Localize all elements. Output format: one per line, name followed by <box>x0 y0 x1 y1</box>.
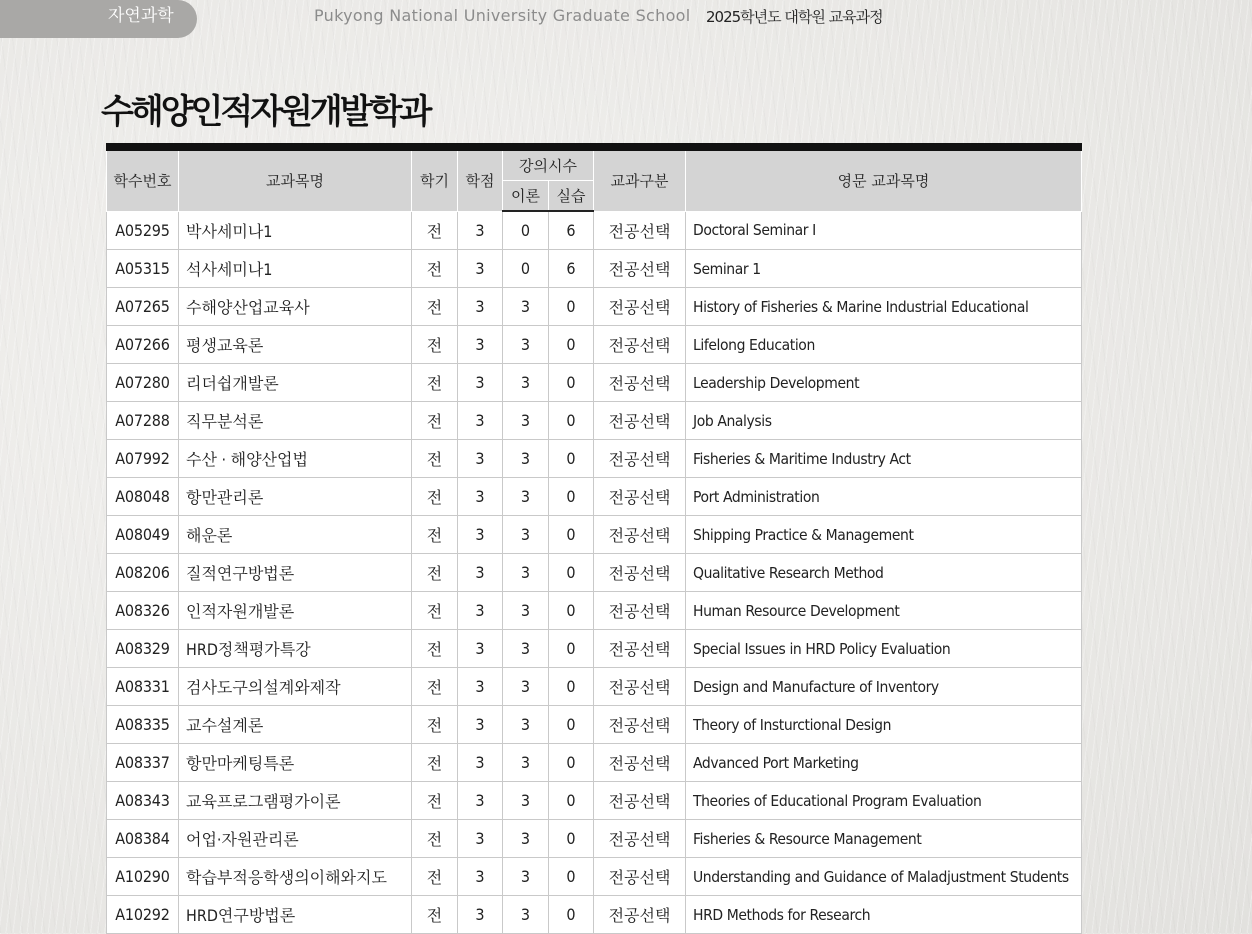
cell-category: 전공선택 <box>594 478 686 516</box>
cell-course-name: 석사세미나1 <box>179 250 412 288</box>
cell-english-name: Fisheries & Resource Management <box>686 820 1082 858</box>
cell-category: 전공선택 <box>594 820 686 858</box>
table-row <box>107 364 1082 402</box>
cell-semester: 전 <box>412 211 458 250</box>
cell-course-name: 수해양산업교육사 <box>179 288 412 326</box>
cell-code: A05295 <box>107 211 179 250</box>
cell-category: 전공선택 <box>594 858 686 896</box>
table-header <box>107 147 1082 211</box>
table-row <box>107 858 1082 896</box>
cell-code: A08206 <box>107 554 179 592</box>
cell-semester: 전 <box>412 326 458 364</box>
cell-credit: 3 <box>458 478 503 516</box>
curriculum-title: 2025학년도 대학원 교육과정 <box>706 8 883 26</box>
cell-semester: 전 <box>412 668 458 706</box>
cell-course-name: 평생교육론 <box>179 326 412 364</box>
cell-category: 전공선택 <box>594 554 686 592</box>
cell-practice-hours: 0 <box>549 592 594 630</box>
cell-course-name: 어업·자원관리론 <box>179 820 412 858</box>
cell-theory-hours: 3 <box>503 706 549 744</box>
cell-credit: 3 <box>458 896 503 934</box>
cell-english-name: Leadership Development <box>686 364 1082 402</box>
cell-english-name: Fisheries & Maritime Industry Act <box>686 440 1082 478</box>
cell-theory-hours: 3 <box>503 744 549 782</box>
cell-english-name: Qualitative Research Method <box>686 554 1082 592</box>
cell-semester: 전 <box>412 402 458 440</box>
cell-practice-hours: 0 <box>549 706 594 744</box>
header-code: 학수번호 <box>107 147 179 211</box>
cell-credit: 3 <box>458 326 503 364</box>
header-semester: 학기 <box>412 147 458 211</box>
cell-code: A07992 <box>107 440 179 478</box>
school-name: Pukyong National University Graduate School <box>314 6 691 25</box>
cell-code: A07265 <box>107 288 179 326</box>
table-row <box>107 326 1082 364</box>
section-tab-label: 자연과학 <box>108 6 174 26</box>
cell-english-name: Theory of Insturctional Design <box>686 706 1082 744</box>
cell-practice-hours: 0 <box>549 326 594 364</box>
cell-theory-hours: 3 <box>503 288 549 326</box>
table-row <box>107 402 1082 440</box>
header-practice: 실습 <box>549 181 594 212</box>
cell-semester: 전 <box>412 364 458 402</box>
cell-english-name: Theories of Educational Program Evaluation <box>686 782 1082 820</box>
department-title: 수해양인적자원개발학과 <box>101 92 430 132</box>
cell-practice-hours: 0 <box>549 364 594 402</box>
table-row <box>107 592 1082 630</box>
cell-course-name: 직무분석론 <box>179 402 412 440</box>
cell-english-name: Seminar 1 <box>686 250 1082 288</box>
cell-category: 전공선택 <box>594 250 686 288</box>
header-english-name: 영문 교과목명 <box>686 147 1082 211</box>
cell-credit: 3 <box>458 211 503 250</box>
cell-category: 전공선택 <box>594 326 686 364</box>
cell-code: A08331 <box>107 668 179 706</box>
cell-theory-hours: 3 <box>503 782 549 820</box>
cell-course-name: 해운론 <box>179 516 412 554</box>
cell-code: A10290 <box>107 858 179 896</box>
cell-category: 전공선택 <box>594 706 686 744</box>
cell-theory-hours: 0 <box>503 211 549 250</box>
table-row <box>107 706 1082 744</box>
cell-credit: 3 <box>458 630 503 668</box>
cell-practice-hours: 0 <box>549 782 594 820</box>
cell-english-name: Design and Manufacture of Inventory <box>686 668 1082 706</box>
cell-credit: 3 <box>458 516 503 554</box>
cell-code: A10292 <box>107 896 179 934</box>
cell-course-name: 항만마케팅특론 <box>179 744 412 782</box>
cell-code: A08343 <box>107 782 179 820</box>
cell-credit: 3 <box>458 820 503 858</box>
cell-practice-hours: 0 <box>549 440 594 478</box>
table-row <box>107 516 1082 554</box>
table-row <box>107 630 1082 668</box>
cell-english-name: Shipping Practice & Management <box>686 516 1082 554</box>
cell-credit: 3 <box>458 592 503 630</box>
cell-theory-hours: 3 <box>503 478 549 516</box>
cell-credit: 3 <box>458 440 503 478</box>
cell-category: 전공선택 <box>594 211 686 250</box>
cell-semester: 전 <box>412 744 458 782</box>
header-credit: 학점 <box>458 147 503 211</box>
cell-category: 전공선택 <box>594 516 686 554</box>
cell-practice-hours: 0 <box>549 630 594 668</box>
cell-english-name: Port Administration <box>686 478 1082 516</box>
table-row <box>107 744 1082 782</box>
cell-course-name: HRD연구방법론 <box>179 896 412 934</box>
cell-practice-hours: 0 <box>549 554 594 592</box>
cell-theory-hours: 3 <box>503 820 549 858</box>
cell-code: A07288 <box>107 402 179 440</box>
cell-category: 전공선택 <box>594 592 686 630</box>
cell-theory-hours: 3 <box>503 630 549 668</box>
cell-practice-hours: 0 <box>549 288 594 326</box>
cell-practice-hours: 0 <box>549 820 594 858</box>
cell-practice-hours: 0 <box>549 478 594 516</box>
cell-english-name: Advanced Port Marketing <box>686 744 1082 782</box>
curriculum-table <box>106 143 1082 934</box>
cell-code: A08384 <box>107 820 179 858</box>
table-row <box>107 554 1082 592</box>
cell-semester: 전 <box>412 440 458 478</box>
cell-practice-hours: 0 <box>549 858 594 896</box>
cell-credit: 3 <box>458 744 503 782</box>
cell-english-name: Lifelong Education <box>686 326 1082 364</box>
table-row <box>107 440 1082 478</box>
table-row <box>107 211 1082 250</box>
cell-credit: 3 <box>458 668 503 706</box>
cell-code: A08337 <box>107 744 179 782</box>
cell-code: A07266 <box>107 326 179 364</box>
cell-semester: 전 <box>412 820 458 858</box>
cell-practice-hours: 6 <box>549 211 594 250</box>
cell-theory-hours: 3 <box>503 896 549 934</box>
table-row <box>107 820 1082 858</box>
cell-practice-hours: 6 <box>549 250 594 288</box>
section-tab <box>0 0 197 38</box>
cell-semester: 전 <box>412 896 458 934</box>
cell-english-name: Special Issues in HRD Policy Evaluation <box>686 630 1082 668</box>
cell-practice-hours: 0 <box>549 402 594 440</box>
cell-course-name: 인적자원개발론 <box>179 592 412 630</box>
header-theory: 이론 <box>503 181 549 212</box>
cell-credit: 3 <box>458 858 503 896</box>
cell-english-name: Human Resource Development <box>686 592 1082 630</box>
cell-course-name: 질적연구방법론 <box>179 554 412 592</box>
cell-category: 전공선택 <box>594 896 686 934</box>
cell-semester: 전 <box>412 516 458 554</box>
cell-course-name: 교수설계론 <box>179 706 412 744</box>
cell-category: 전공선택 <box>594 668 686 706</box>
cell-theory-hours: 3 <box>503 364 549 402</box>
cell-credit: 3 <box>458 288 503 326</box>
cell-english-name: Job Analysis <box>686 402 1082 440</box>
cell-practice-hours: 0 <box>549 668 594 706</box>
table-row <box>107 250 1082 288</box>
cell-code: A08329 <box>107 630 179 668</box>
cell-course-name: 항만관리론 <box>179 478 412 516</box>
cell-theory-hours: 3 <box>503 858 549 896</box>
cell-practice-hours: 0 <box>549 896 594 934</box>
cell-credit: 3 <box>458 364 503 402</box>
header-category: 교과구분 <box>594 147 686 211</box>
cell-theory-hours: 0 <box>503 250 549 288</box>
cell-course-name: HRD정책평가특강 <box>179 630 412 668</box>
cell-theory-hours: 3 <box>503 516 549 554</box>
cell-practice-hours: 0 <box>549 744 594 782</box>
table-row <box>107 782 1082 820</box>
cell-code: A07280 <box>107 364 179 402</box>
cell-category: 전공선택 <box>594 364 686 402</box>
cell-semester: 전 <box>412 630 458 668</box>
cell-category: 전공선택 <box>594 402 686 440</box>
header-lecture-hours: 강의시수 <box>503 147 594 181</box>
cell-semester: 전 <box>412 858 458 896</box>
cell-credit: 3 <box>458 554 503 592</box>
cell-theory-hours: 3 <box>503 326 549 364</box>
table-row <box>107 288 1082 326</box>
cell-practice-hours: 0 <box>549 516 594 554</box>
cell-category: 전공선택 <box>594 630 686 668</box>
cell-credit: 3 <box>458 250 503 288</box>
cell-semester: 전 <box>412 250 458 288</box>
cell-english-name: HRD Methods for Research <box>686 896 1082 934</box>
table-row <box>107 478 1082 516</box>
cell-theory-hours: 3 <box>503 554 549 592</box>
cell-semester: 전 <box>412 478 458 516</box>
cell-code: A05315 <box>107 250 179 288</box>
cell-theory-hours: 3 <box>503 592 549 630</box>
cell-category: 전공선택 <box>594 288 686 326</box>
table-row <box>107 896 1082 934</box>
cell-course-name: 학습부적응학생의이해와지도 <box>179 858 412 896</box>
cell-course-name: 검사도구의설계와제작 <box>179 668 412 706</box>
cell-semester: 전 <box>412 288 458 326</box>
cell-category: 전공선택 <box>594 440 686 478</box>
cell-code: A08326 <box>107 592 179 630</box>
cell-semester: 전 <box>412 782 458 820</box>
cell-credit: 3 <box>458 706 503 744</box>
cell-category: 전공선택 <box>594 782 686 820</box>
cell-semester: 전 <box>412 706 458 744</box>
cell-semester: 전 <box>412 554 458 592</box>
cell-code: A08048 <box>107 478 179 516</box>
cell-category: 전공선택 <box>594 744 686 782</box>
header-name: 교과목명 <box>179 147 412 211</box>
table-body <box>107 211 1082 934</box>
cell-course-name: 수산 · 해양산업법 <box>179 440 412 478</box>
cell-semester: 전 <box>412 592 458 630</box>
cell-course-name: 박사세미나1 <box>179 211 412 250</box>
cell-english-name: History of Fisheries & Marine Industrial Educational <box>686 288 1082 326</box>
cell-theory-hours: 3 <box>503 440 549 478</box>
cell-course-name: 리더쉽개발론 <box>179 364 412 402</box>
cell-credit: 3 <box>458 782 503 820</box>
cell-code: A08335 <box>107 706 179 744</box>
cell-english-name: Doctoral Seminar I <box>686 211 1082 250</box>
cell-english-name: Understanding and Guidance of Maladjustment Students <box>686 858 1082 896</box>
table-row <box>107 668 1082 706</box>
cell-course-name: 교육프로그램평가이론 <box>179 782 412 820</box>
cell-theory-hours: 3 <box>503 668 549 706</box>
cell-code: A08049 <box>107 516 179 554</box>
cell-theory-hours: 3 <box>503 402 549 440</box>
cell-credit: 3 <box>458 402 503 440</box>
